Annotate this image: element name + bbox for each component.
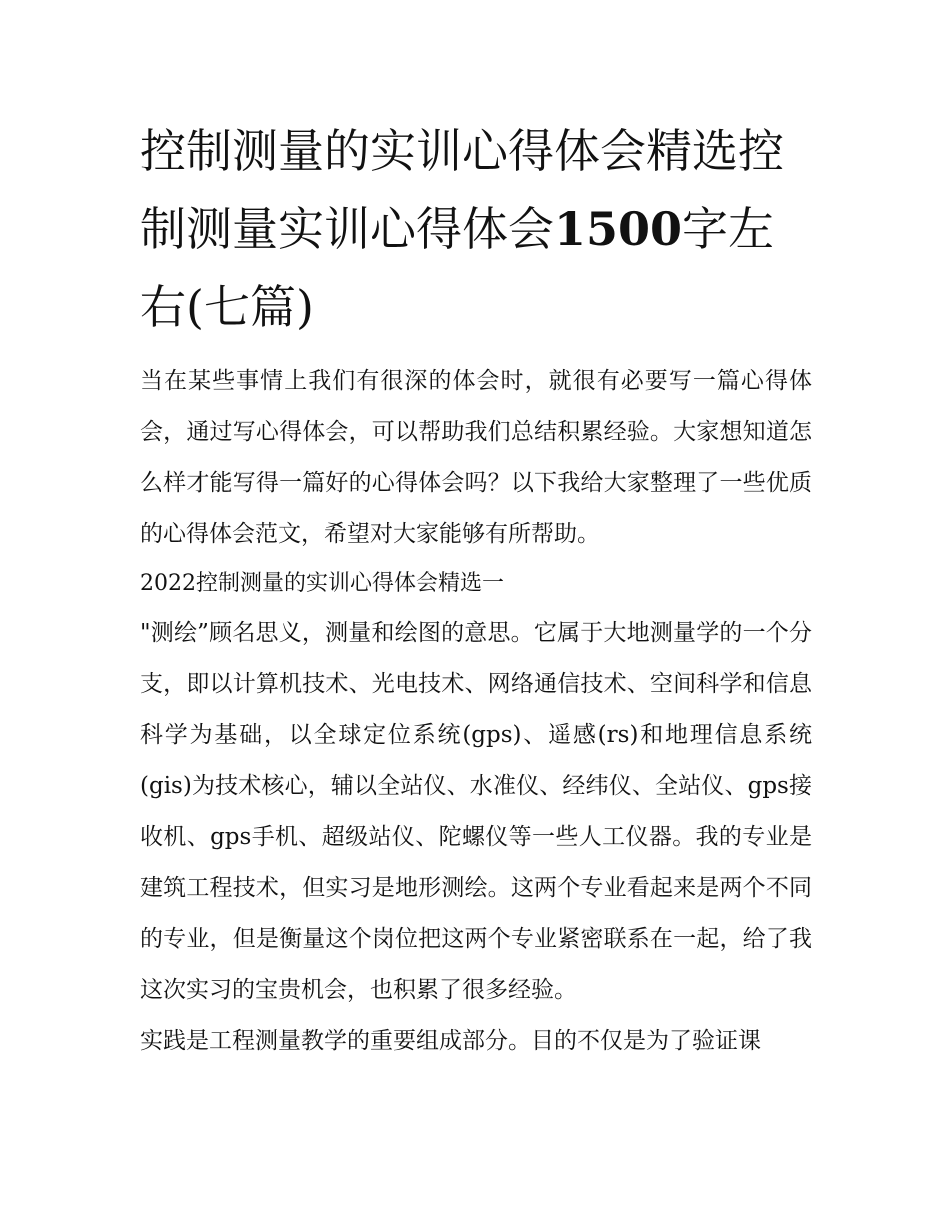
title-text-part2: 字左右(七篇)	[140, 202, 775, 334]
title-text-part1: 控制测量的实训心得体会精选控制测量实训心得体会	[140, 124, 784, 256]
intro-paragraph: 当在某些事情上我们有很深的体会时，就很有必要写一篇心得体会，通过写心得体会，可以帮助我们总结积累经验。大家想知道怎么样才能写得一篇好的心得体会吗？以下我给大家整理了一些优质的心得体会范文，希望对大家能够有所帮助。	[140, 368, 812, 547]
document-page	[140, 112, 812, 1067]
title-number: 1500	[554, 202, 683, 256]
section-heading: 2022控制测量的实训心得体会精选一	[140, 571, 504, 596]
document-title	[140, 112, 812, 346]
body-paragraph-2: 实践是工程测量教学的重要组成部分。目的不仅是为了验证课	[140, 1028, 761, 1054]
body-paragraph-1: "测绘”顾名思义，测量和绘图的意思。它属于大地测量学的一个分支，即以计算机技术、光电技术、网络通信技术、空间科学和信息科学为基础，以全球定位系统(gps)、遥感(rs)和地理信息系统(gis)为技术核心，辅以全站仪、水准仪、经纬仪、全站仪、gps接收机、gps手机、超级站仪、陀螺仪等一些人工仪器。我的专业是建筑工程技术，但实习是地形测绘。这两个专业看起来是两个不同的专业，但是衡量这个岗位把这两个专业紧密联系在一起，给了我这次实习的宝贵机会，也积累了很多经验。	[140, 620, 812, 1003]
